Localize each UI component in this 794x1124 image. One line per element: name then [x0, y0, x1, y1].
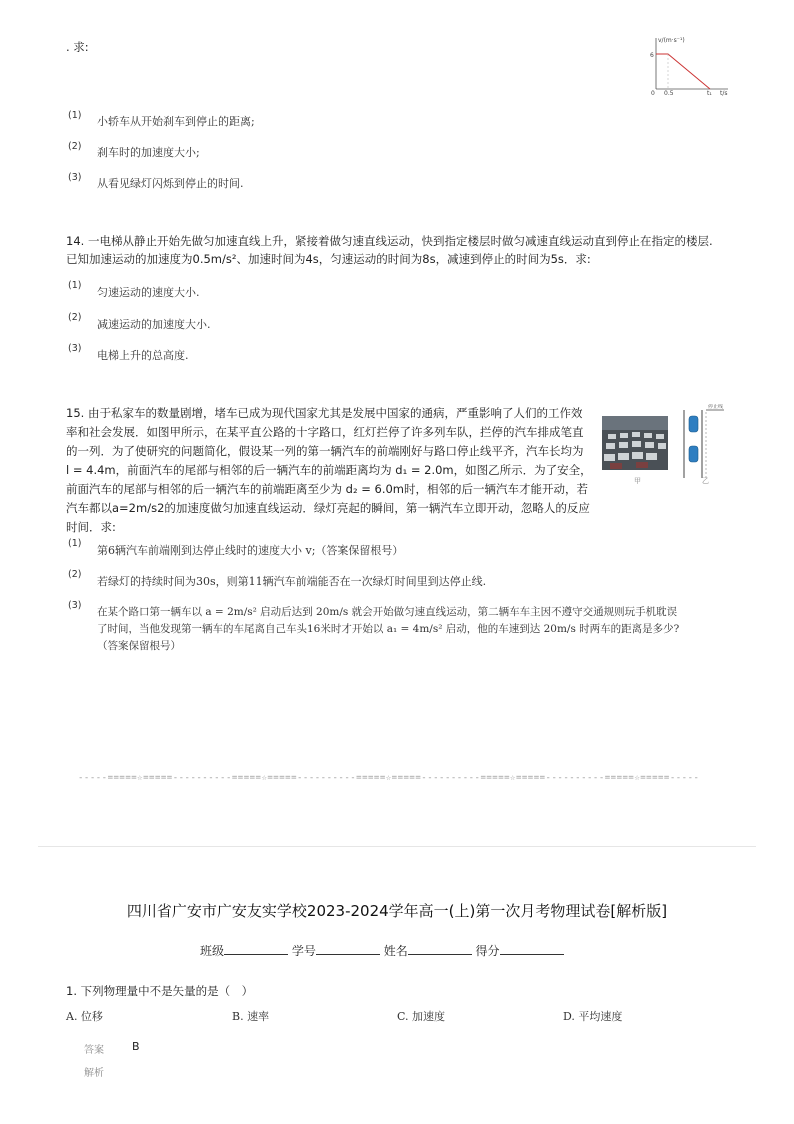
graph-origin: 0 — [651, 90, 655, 96]
q14-stem-line1: 14. 一电梯从静止开始先做匀加速直线上升，紧接着做匀速直线运动，快到指定楼层时做匀减速直线运动直到停止在指定的楼层. — [66, 234, 713, 248]
page-break-line — [38, 846, 756, 847]
field-score-label: 得分 — [475, 944, 500, 958]
q15-line6: 汽车都以a=2m/s2的加速度做匀加速直线运动．绿灯亮起的瞬间，第一辆汽车立即开动，忽略人的反应 — [66, 501, 590, 515]
q14-stem-line2: 已知加速运动的加速度为0.5m/s²、加速时间为4s，匀速运动的时间为8s，减速到停止的时间为5s．求: — [66, 252, 591, 266]
section-divider: -----=====☆=====----------=====☆=====----------=====☆=====----------=====☆=====----------=====☆=====----- — [78, 773, 700, 783]
q14-sub1-text: 匀速运动的速度大小. — [97, 286, 200, 299]
q15-sub3-line2: 了时间，当他发现第一辆车的车尾离自己车头16米时才开始以 a₁ = 4m/s² 启动，他的车速到达 20m/s 时两车的距离是多少? — [97, 623, 680, 635]
q15-stem — [66, 404, 596, 537]
q15-line5: 前面汽车的尾部与相邻的后一辆汽车的前端距离至少为 d₂ = 6.0m时，相邻的后一辆汽车才能开动，若 — [66, 482, 588, 496]
q13-sub2-num: (2) — [68, 141, 82, 152]
paper-title: 四川省广安市广安友实学校2023-2024学年高一(上)第一次月考物理试卷[解析版] — [126, 902, 668, 920]
q15-line3: 的一列．为了使研究的问题简化，假设某一列的第一辆汽车的前端刚好与路口停止线平齐，汽车长均为 — [66, 444, 584, 458]
field-class-label: 班级 — [200, 944, 225, 958]
q15-sub1-num: (1) — [68, 538, 82, 549]
field-name-blank[interactable] — [408, 942, 472, 955]
q15-sub2-num: (2) — [68, 569, 82, 580]
q14-sub2-text: 减速运动的加速度大小. — [97, 318, 211, 331]
q13-sub3-num: (3) — [68, 172, 82, 183]
traffic-photo — [602, 416, 668, 470]
q14-sub2-num: (2) — [68, 312, 82, 323]
q15-line7: 时间．求: — [66, 520, 116, 534]
vt-graph — [646, 34, 730, 96]
q13-sub1-num: (1) — [68, 110, 82, 121]
q15-sub3-line3: （答案保留根号） — [97, 640, 181, 652]
road-diagram — [676, 404, 728, 480]
car-1-icon — [689, 416, 698, 432]
q1-analysis-label: 解析 — [84, 1068, 104, 1079]
q1-answer-value: B — [132, 1040, 140, 1053]
field-score-blank[interactable] — [500, 942, 564, 955]
q13-sub3-text: 从看见绿灯闪烁到停止的时间. — [97, 177, 244, 190]
q13-ask: . 求: — [66, 40, 89, 54]
graph-x-tick2: t₁ — [707, 90, 712, 96]
paper-fields — [200, 942, 564, 959]
graph-line — [656, 54, 710, 89]
q15-sub1-text: 第6辆汽车前端刚到达停止线时的速度大小 v;（答案保留根号） — [97, 544, 404, 557]
graph-xlabel: t/s — [720, 90, 728, 96]
q15-line4: l = 4.4m，前面汽车的尾部与相邻的后一辆汽车的前端距离均为 d₁ = 2.0m，如图乙所示．为了安全， — [66, 463, 592, 477]
q1-option-c[interactable]: C. 加速度 — [397, 1010, 446, 1023]
q15-line1: 15. 由于私家车的数量剧增，堵车已成为现代国家尤其是发展中国家的通病，严重影响了人们的工作效 — [66, 406, 583, 420]
q1-option-d[interactable]: D. 平均速度 — [563, 1010, 623, 1023]
field-name-label: 姓名 — [383, 944, 408, 958]
field-id-blank[interactable] — [316, 942, 380, 955]
q15-sub3-line1: 在某个路口第一辆车以 a = 2m/s² 启动后达到 20m/s 就会开始做匀速直线运动，第二辆车车主因不遵守交通规则玩手机耽误 — [97, 606, 678, 618]
q14-sub1-num: (1) — [68, 280, 82, 291]
q15-sub3-text — [97, 604, 737, 655]
graph-ylabel: v/(m·s⁻¹) — [658, 37, 685, 44]
graph-y-tick: 6 — [650, 52, 654, 59]
q14-sub3-num: (3) — [68, 343, 82, 354]
q15-sub3-num: (3) — [68, 600, 82, 611]
q14-sub3-text: 电梯上升的总高度. — [97, 349, 189, 362]
fig-label-left: 甲 — [634, 477, 641, 485]
q1-answer-label: 答案 — [84, 1045, 104, 1056]
field-class-blank[interactable] — [224, 942, 288, 955]
q13-sub1-text: 小轿车从开始刹车到停止的距离; — [97, 115, 255, 128]
q13-sub2-text: 刹车时的加速度大小; — [97, 146, 200, 159]
q1-stem: 1. 下列物理量中不是矢量的是（ ） — [66, 984, 254, 998]
fig-label-right: 乙 — [702, 477, 709, 485]
q15-sub2-text: 若绿灯的持续时间为30s，则第11辆汽车前端能否在一次绿灯时间里到达停止线. — [97, 575, 487, 588]
field-id-label: 学号 — [291, 944, 316, 958]
q1-option-a[interactable]: A. 位移 — [66, 1010, 103, 1023]
svg-text:停止线: 停止线 — [708, 404, 724, 410]
q15-line2: 率和社会发展．如图甲所示，在某平直公路的十字路口，红灯拦停了许多列车队，拦停的汽车排成笔直 — [66, 425, 584, 439]
graph-x-tick1: 0.5 — [664, 90, 674, 96]
car-2-icon — [689, 446, 698, 462]
q1-option-b[interactable]: B. 速率 — [232, 1010, 270, 1023]
